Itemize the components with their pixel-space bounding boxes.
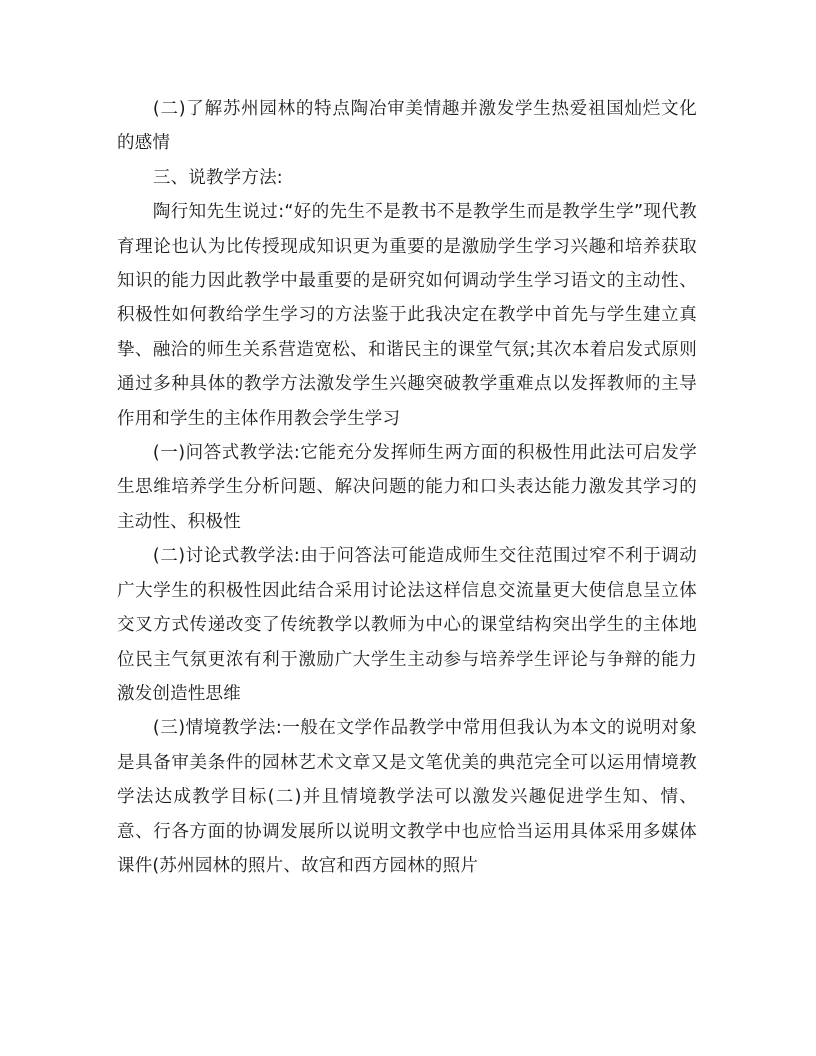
paragraph-goal-two: (二)了解苏州园林的特点陶冶审美情趣并激发学生热爱祖国灿烂文化的感情 (117, 99, 697, 154)
paragraph-qa-method: (一)问答式教学法:它能充分发挥师生两方面的积极性用此法可启发学生思维培养学生分析问题、解决问题的能力和口头表达能力激发其学习的主动性、积极性 (117, 443, 697, 532)
section-heading-teaching-methods: 三、说教学方法: (152, 167, 283, 188)
paragraph-situational-method: (三)情境教学法:一般在文学作品教学中常用但我认为本文的说明对象是具备审美条件的园林艺术文章又是文笔优美的典范完全可以运用情境教学法达成教学目标(二)并且情境教学法可以激发兴趣促进学生知、情、意、行各方面的协调发展所以说明文教学中也应恰当运用具体采用多媒体课件(苏州园林的照片、故宫和西方园林的照片 (117, 718, 697, 876)
document-body (117, 92, 697, 883)
paragraph-tao-xingzhi-quote: 陶行知先生说过:“好的先生不是教书不是教学生而是教学生学”现代教育理论也认为比传授现成知识更为重要的是激励学生学习兴趣和培养获取知识的能力因此教学中最重要的是研究如何调动学生学习语文的主动性、积极性如何教给学生学习的方法鉴于此我决定在教学中首先与学生建立真挚、融洽的师生关系营造宽松、和谐民主的课堂气氛;其次本着启发式原则通过多种具体的教学方法激发学生兴趣突破教学重难点以发挥教师的主导作用和学生的主体作用教会学生学习 (117, 202, 697, 429)
paragraph-discussion-method: (二)讨论式教学法:由于问答法可能造成师生交往范围过窄不利于调动广大学生的积极性因此结合采用讨论法这样信息交流量更大使信息呈立体交叉方式传递改变了传统教学以教师为中心的课堂结构突出学生的主体地位民主气氛更浓有利于激励广大学生主动参与培养学生评论与争辩的能力激发创造性思维 (117, 546, 697, 704)
